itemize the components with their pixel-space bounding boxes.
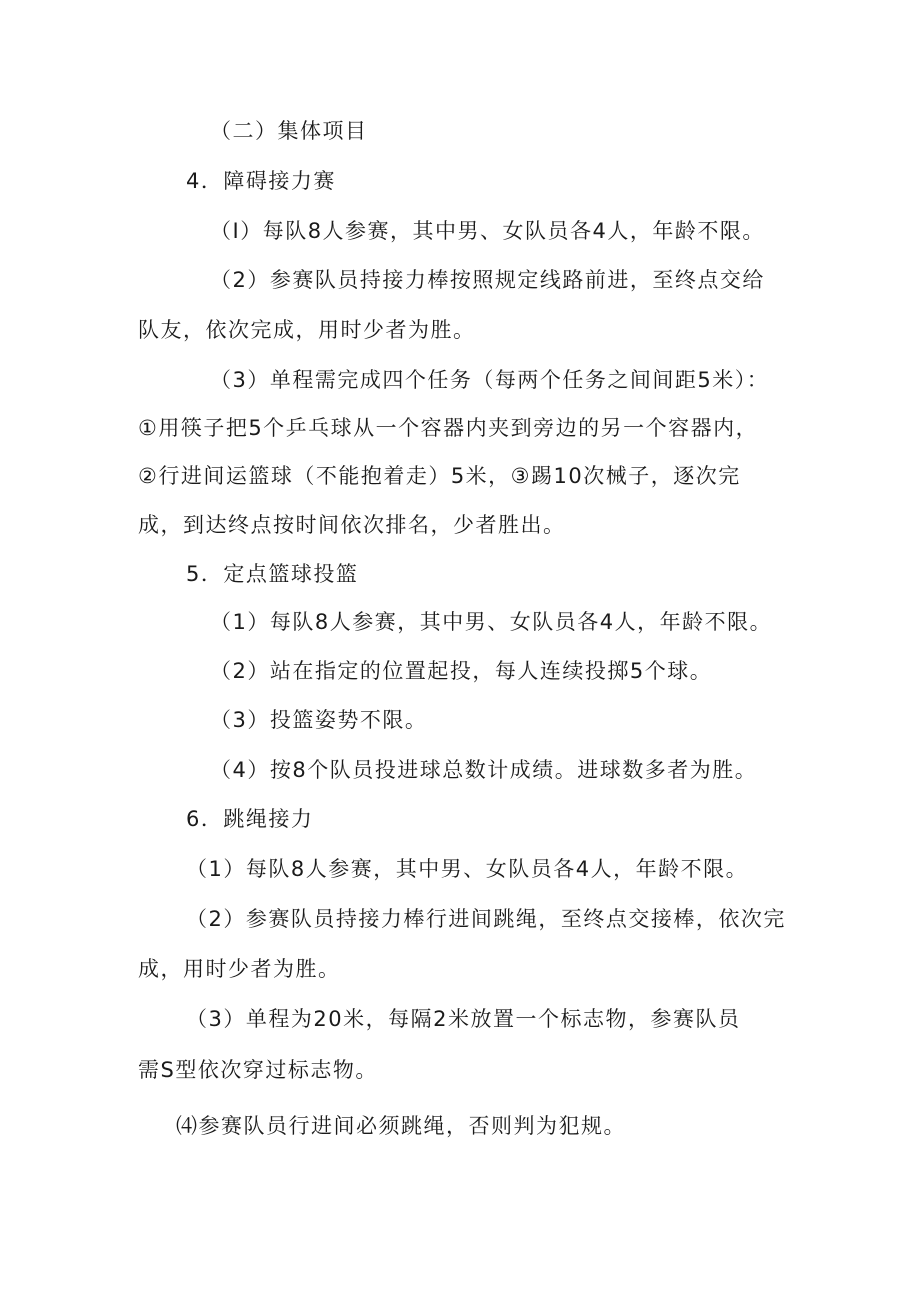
section-heading-collective: （二）集体项目	[210, 119, 368, 143]
item-heading-basketball-shooting: 5．定点篮球投篮	[186, 562, 359, 586]
paragraph-line: （3）投篮姿势不限。	[210, 708, 428, 732]
paragraph-line: ②行进间运篮球（不能抱着走）5米，③踢10次械子，逐次完	[138, 464, 741, 488]
item-heading-obstacle-relay: 4．障碍接力赛	[186, 169, 336, 193]
paragraph-line: ⑷参赛队员行进间必须跳绳，否则判为犯规。	[176, 1114, 626, 1138]
paragraph-line: 需S型依次穿过标志物。	[138, 1058, 378, 1082]
paragraph-line: ①用筷子把5个乒乓球从一个容器内夹到旁边的另一个容器内，	[138, 416, 759, 440]
paragraph-line: 成，到达终点按时间依次排名，少者胜出。	[138, 513, 566, 537]
paragraph-line: （I）每队8人参赛，其中男、女队员各4人，年龄不限。	[210, 219, 765, 243]
paragraph-line: （3）单程为20米，每隔2米放置一个标志物，参赛队员	[186, 1007, 741, 1031]
paragraph-line: 队友，依次完成，用时少者为胜。	[138, 318, 476, 342]
paragraph-line: （3）单程需完成四个任务（每两个任务之间间距5米）：	[210, 368, 770, 392]
paragraph-line: （1）每队8人参赛，其中男、女队员各4人，年龄不限。	[210, 610, 773, 634]
paragraph-line: （1）每队8人参赛，其中男、女队员各4人，年龄不限。	[186, 857, 749, 881]
paragraph-line: 成，用时少者为胜。	[138, 957, 341, 981]
item-heading-jump-rope-relay: 6．跳绳接力	[186, 807, 314, 831]
paragraph-line: （2）站在指定的位置起投，每人连续投掷5个球。	[210, 659, 713, 683]
paragraph-line: （2）参赛队员持接力棒行进间跳绳，至终点交接棒，依次完	[186, 907, 786, 931]
paragraph-line: （4）按8个队员投进球总数计成绩。进球数多者为胜。	[210, 758, 758, 782]
paragraph-line: （2）参赛队员持接力棒按照规定线路前进，至终点交给	[210, 268, 765, 292]
